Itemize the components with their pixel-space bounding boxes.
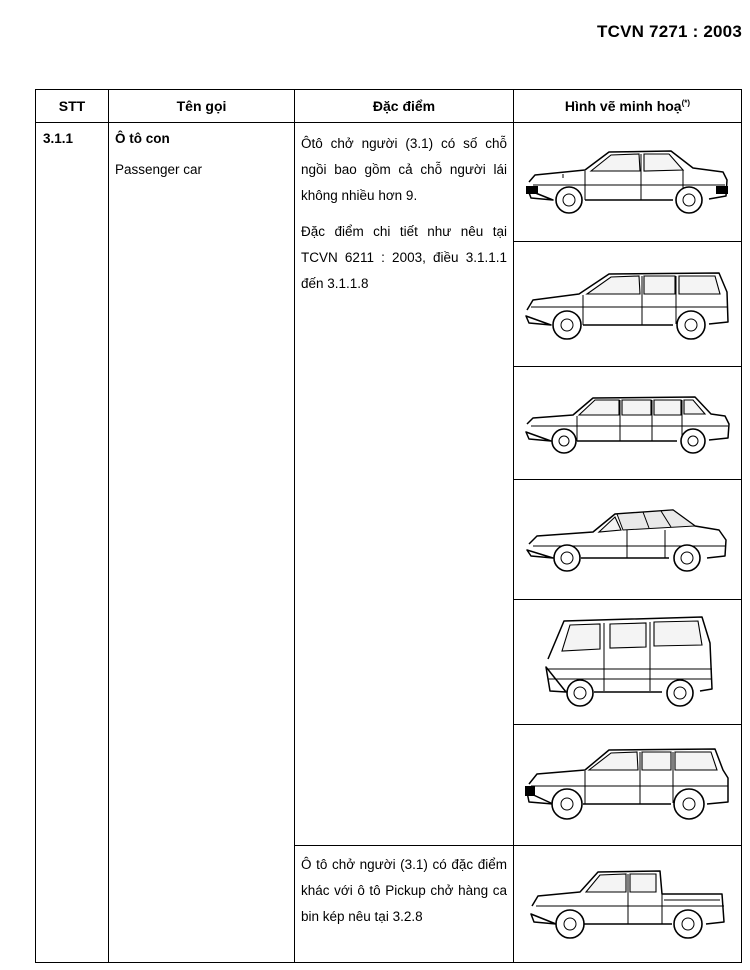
illustration-cell — [514, 242, 742, 367]
vehicle-classification-table — [35, 89, 742, 963]
description-paragraph-2: Đặc điểm chi tiết như nêu tại TCVN 6211 : 2003, điều 3.1.1.1 đến 3.1.1.8 — [301, 224, 507, 291]
footnote-marker: (*) — [681, 98, 691, 108]
suv-drawing — [523, 740, 733, 830]
table-row — [36, 123, 742, 242]
illustration-cell — [514, 846, 742, 963]
row-description-main — [295, 123, 514, 846]
column-header-name: Tên gọi — [109, 90, 295, 123]
minivan-drawing — [538, 607, 718, 717]
illustration-cell — [514, 123, 742, 242]
illustration-cell — [514, 600, 742, 725]
convertible-drawing — [523, 500, 733, 580]
name-vietnamese: Ô tô con — [115, 131, 170, 146]
row-name — [109, 123, 295, 963]
column-header-stt: STT — [36, 90, 109, 123]
illustration-cell — [514, 480, 742, 600]
table-header-row — [36, 90, 742, 123]
standard-code: TCVN 7271 : 2003 — [597, 22, 742, 41]
description-paragraph-1: Ôtô chở người (3.1) có số chỗ ngồi bao gồm cả chỗ người lái không nhiều hơn 9. — [301, 136, 507, 203]
illustration-cell — [514, 367, 742, 480]
station-wagon-drawing — [523, 262, 733, 347]
illustration-header-label: Hình vẽ minh hoạ — [564, 98, 682, 114]
name-english: Passenger car — [115, 162, 203, 177]
column-header-features: Đặc điểm — [295, 90, 514, 123]
illustration-cell — [514, 725, 742, 846]
sedan-drawing — [523, 142, 733, 222]
description-paragraph-3: Ô tô chở người (3.1) có đặc điểm khác với ô tô Pickup chở hàng ca bin kép nêu tại 3.2.8 — [301, 857, 507, 924]
double-cab-pickup-drawing — [528, 862, 728, 947]
column-header-illustration — [514, 90, 742, 123]
row-description-pickup — [295, 846, 514, 963]
limousine-drawing — [523, 388, 733, 458]
row-stt: 3.1.1 — [36, 123, 109, 963]
